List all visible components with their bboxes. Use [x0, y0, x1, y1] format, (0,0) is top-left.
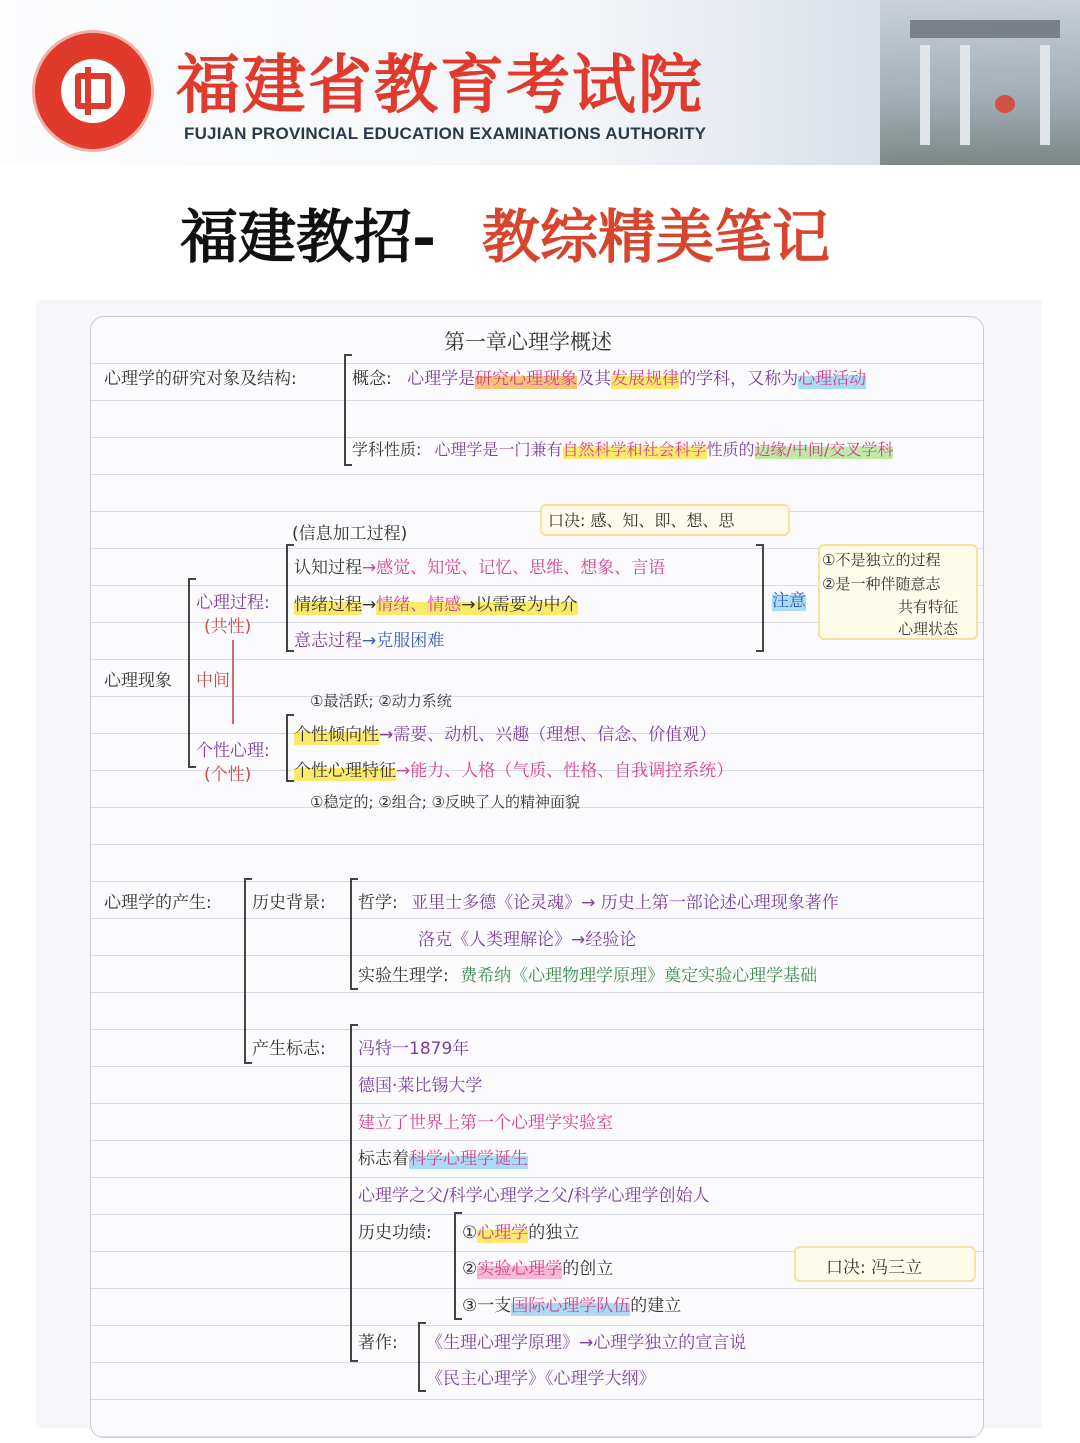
- cognition-items: →感觉、知觉、记忆、思维、想象、言语: [362, 558, 666, 578]
- org-name-cn: 福建省教育考试院: [176, 49, 704, 123]
- org-name-en: FUJIAN PROVINCIAL EDUCATION EXAMINATIONS AUTHORITY: [184, 124, 707, 143]
- philosophy-label: 哲学:: [358, 893, 398, 913]
- philosophy-row: [358, 888, 839, 913]
- merit-2: [462, 1254, 613, 1279]
- bracket: [344, 354, 352, 466]
- personality-label: 个性心理:: [196, 741, 270, 761]
- merit-highlight: 实验心理学: [477, 1259, 563, 1279]
- nature-text: 性质的: [706, 440, 755, 459]
- trait-note: ①稳定的; ②组合; ③反映了人的精神面貌: [310, 793, 580, 811]
- bracket: [756, 544, 764, 652]
- merit-text: 的创立: [562, 1259, 614, 1279]
- mark-label: 产生标志:: [252, 1039, 326, 1059]
- attention-note-3: 共有特征: [898, 598, 959, 616]
- works-2: 《民主心理学》《心理学大纲》: [426, 1369, 656, 1389]
- concept-highlight: 发展规律: [611, 369, 680, 389]
- trait-label: 个性心理特征: [294, 761, 396, 781]
- bracket: [244, 878, 252, 1064]
- cognition-label: 认知过程: [294, 558, 362, 578]
- personality-sub: (个性): [204, 765, 252, 785]
- building-photo: [880, 0, 1080, 165]
- mark-birth-prefix: 标志着: [358, 1149, 409, 1169]
- nature-label: 学科性质:: [352, 440, 422, 459]
- process-label: 心理过程:: [196, 593, 270, 613]
- education-authority-seal-icon: [32, 30, 154, 152]
- concept-text: 及其: [577, 369, 612, 389]
- merit-1: [462, 1218, 579, 1243]
- info-note: (信息加工过程): [292, 524, 408, 544]
- trait-row: [294, 756, 733, 781]
- philosophy-locke: 洛克《人类理解论》→经验论: [418, 930, 637, 950]
- will-items: →克服困难: [362, 631, 445, 651]
- concept-text: 心理学是: [407, 369, 476, 389]
- emotion-items: 情绪、情感: [376, 595, 462, 615]
- bracket: [454, 1212, 462, 1320]
- merit-num: ①: [462, 1223, 478, 1243]
- link-arrow: [232, 640, 234, 724]
- merit-text: 的独立: [528, 1223, 580, 1243]
- chapter-title: 第一章心理学概述: [444, 330, 612, 354]
- works-1: 《生理心理学原理》→心理学独立的宣言说: [426, 1333, 747, 1353]
- will-row: [294, 626, 444, 651]
- emotion-row: [294, 590, 578, 615]
- mnemonic-text: 口决: 感、知、即、想、思: [548, 511, 735, 530]
- works-label: 著作:: [358, 1333, 398, 1353]
- bracket: [350, 1024, 358, 1362]
- concept-label: 概念:: [352, 369, 392, 389]
- attention-note-1: ①不是独立的过程: [822, 551, 941, 569]
- merit-text: 的建立: [630, 1296, 682, 1316]
- s3-label: 心理学的产生:: [104, 893, 212, 913]
- mark-leipzig: 德国·莱比锡大学: [358, 1076, 483, 1096]
- nature-highlight: 边缘/中间/交叉学科: [754, 440, 894, 459]
- middle-label: 中间: [196, 671, 230, 691]
- mark-lab: 建立了世界上第一个心理学实验室: [358, 1113, 613, 1133]
- tendency-row: [294, 720, 716, 745]
- merit-highlight: 国际心理学队伍: [511, 1296, 631, 1316]
- merit-3: [462, 1291, 681, 1316]
- nature-row: [352, 437, 893, 460]
- bracket: [188, 578, 196, 768]
- bracket: [286, 544, 294, 652]
- bracket: [286, 714, 294, 782]
- header-banner: [0, 0, 1080, 165]
- emotion-arrow: →: [362, 595, 377, 615]
- merit-num: ③一支: [462, 1296, 512, 1316]
- s2-label: 心理现象: [104, 671, 172, 691]
- s1-label: 心理学的研究对象及结构:: [104, 369, 297, 389]
- experiment-row: [358, 961, 817, 986]
- background-label: 历史背景:: [252, 893, 326, 913]
- experiment-text: 费希纳《心理物理学原理》奠定实验心理学基础: [460, 966, 818, 986]
- mnemonic-wundt: 口决: 冯三立: [826, 1258, 923, 1278]
- tendency-items: →需要、动机、兴趣（理想、信念、价值观）: [379, 725, 717, 745]
- merit-label: 历史功绩:: [358, 1223, 432, 1243]
- attention-note-4: 心理状态: [898, 620, 959, 638]
- bracket: [418, 1322, 426, 1392]
- merit-num: ②: [462, 1259, 478, 1279]
- concept-row: [352, 364, 866, 389]
- attention-label: 注意: [772, 586, 806, 611]
- cognition-row: [294, 553, 665, 578]
- will-label: 意志过程: [294, 631, 362, 651]
- philosophy-aristotle: 亚里士多德《论灵魂》→ 历史上第一部论述心理现象著作: [411, 893, 839, 913]
- emotion-mediator: →以需要为中介: [461, 595, 578, 615]
- attention-note-2: ②是一种伴随意志: [822, 575, 941, 593]
- concept-highlight: 心理活动: [798, 369, 867, 389]
- bracket: [350, 878, 358, 990]
- trait-items: →能力、人格（气质、性格、自我调控系统）: [396, 761, 734, 781]
- emotion-label: 情绪过程: [294, 595, 362, 615]
- mark-birth-row: [358, 1144, 528, 1169]
- tendency-label: 个性倾向性: [294, 725, 379, 745]
- tendency-note: ①最活跃; ②动力系统: [310, 692, 452, 710]
- mark-birth-highlight: 科学心理学诞生: [409, 1149, 528, 1169]
- mark-father: 心理学之父/科学心理学之父/科学心理学创始人: [358, 1186, 710, 1206]
- nature-highlight: 自然科学和社会科学: [562, 440, 707, 459]
- nature-text: 心理学是一门兼有: [434, 440, 563, 459]
- concept-text: 的学科，又称为: [679, 369, 799, 389]
- page-title-main: 教综精美笔记: [482, 203, 831, 271]
- mark-wundt: 冯特一1879年: [358, 1039, 470, 1059]
- experiment-label: 实验生理学:: [358, 966, 449, 986]
- merit-highlight: 心理学: [477, 1223, 529, 1243]
- process-sub: (共性): [204, 617, 252, 637]
- concept-highlight: 研究心理现象: [475, 369, 578, 389]
- page-title-prefix: 福建教招-: [180, 203, 437, 271]
